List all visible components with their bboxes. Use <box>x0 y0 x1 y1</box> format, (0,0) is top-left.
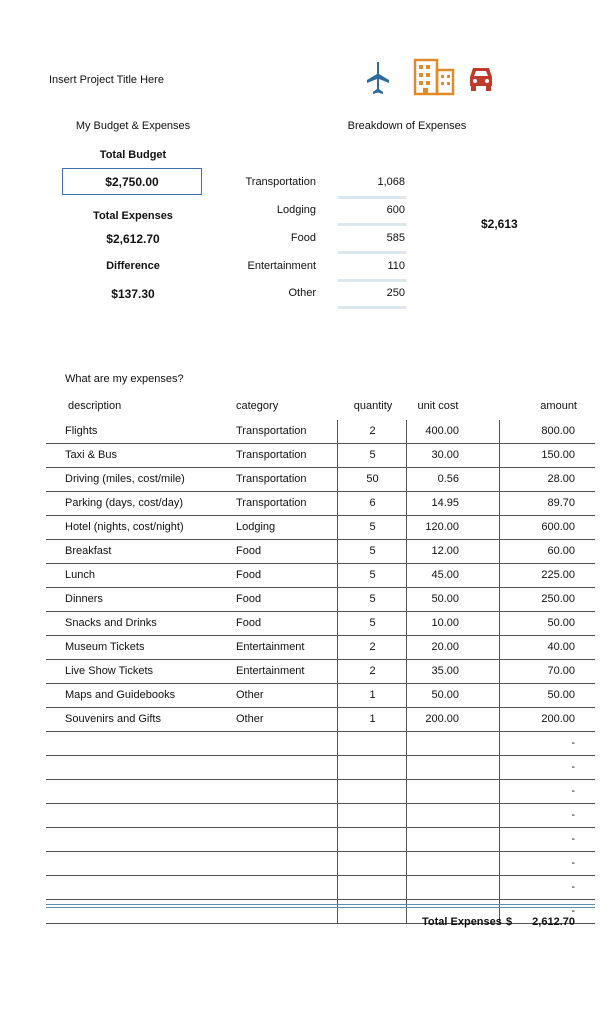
row-quantity[interactable]: 6 <box>337 492 407 515</box>
table-row <box>46 588 595 612</box>
row-amount[interactable]: - <box>499 756 595 779</box>
total-expenses-value: $2,612.70 <box>106 232 160 246</box>
row-unit-cost[interactable]: 120.00 <box>406 516 499 539</box>
row-quantity[interactable]: 1 <box>337 708 407 731</box>
row-amount[interactable]: - <box>499 780 595 803</box>
row-amount[interactable]: 600.00 <box>499 516 595 539</box>
row-category[interactable]: Food <box>236 569 262 581</box>
car-icon <box>468 64 494 94</box>
row-description[interactable]: Museum Tickets <box>65 641 145 653</box>
breakdown-heading: Breakdown of Expenses <box>347 120 467 132</box>
table-row <box>46 636 595 660</box>
table-row <box>46 444 595 468</box>
row-description[interactable]: Souvenirs and Gifts <box>65 713 161 725</box>
col-header-description: description <box>68 400 122 412</box>
row-amount[interactable]: 28.00 <box>499 468 595 491</box>
row-description[interactable]: Dinners <box>65 593 103 605</box>
row-unit-cost[interactable]: 50.00 <box>406 588 499 611</box>
row-unit-cost[interactable]: 10.00 <box>406 612 499 635</box>
row-description[interactable]: Hotel (nights, cost/night) <box>65 521 184 533</box>
row-description[interactable]: Driving (miles, cost/mile) <box>65 473 185 485</box>
col-header-unit-cost: unit cost <box>417 400 459 412</box>
table-row <box>46 804 595 828</box>
row-quantity[interactable]: 5 <box>337 612 407 635</box>
breakdown-label: Lodging <box>276 204 316 216</box>
row-category[interactable]: Transportation <box>236 497 307 509</box>
breakdown-divider <box>338 251 406 254</box>
row-category[interactable]: Transportation <box>236 449 307 461</box>
table-row <box>46 468 595 492</box>
row-unit-cost[interactable] <box>406 804 499 827</box>
row-category[interactable]: Transportation <box>236 473 307 485</box>
footer-total-value: 2,612.70 <box>532 916 575 928</box>
project-title[interactable]: Insert Project Title Here <box>49 74 164 86</box>
building-icon <box>413 58 455 96</box>
row-amount[interactable]: 800.00 <box>499 420 595 443</box>
table-row <box>46 732 595 756</box>
breakdown-divider <box>338 306 406 309</box>
row-description[interactable]: Live Show Tickets <box>65 665 154 677</box>
table-row <box>46 492 595 516</box>
row-amount[interactable]: - <box>499 828 595 851</box>
total-expenses-label: Total Expenses <box>93 210 173 222</box>
difference-label: Difference <box>106 260 160 272</box>
row-amount[interactable]: 40.00 <box>499 636 595 659</box>
row-quantity[interactable]: 2 <box>337 420 407 443</box>
row-unit-cost[interactable]: 30.00 <box>406 444 499 467</box>
expenses-table <box>46 420 595 924</box>
table-row <box>46 684 595 708</box>
row-quantity[interactable] <box>337 852 407 875</box>
row-amount[interactable]: - <box>499 900 595 923</box>
row-unit-cost[interactable]: 0.56 <box>406 468 499 491</box>
breakdown-label: Entertainment <box>247 260 316 272</box>
difference-value: $137.30 <box>111 287 155 301</box>
row-quantity[interactable]: 2 <box>337 660 407 683</box>
row-quantity[interactable]: 5 <box>337 564 407 587</box>
table-row <box>46 516 595 540</box>
row-unit-cost[interactable] <box>406 756 499 779</box>
breakdown-label: Food <box>290 232 316 244</box>
row-amount[interactable]: 50.00 <box>499 684 595 707</box>
row-quantity[interactable] <box>337 780 407 803</box>
expenses-heading: What are my expenses? <box>65 373 184 385</box>
budget-heading: My Budget & Expenses <box>75 120 191 132</box>
breakdown-label: Other <box>288 287 316 299</box>
row-amount[interactable]: - <box>499 732 595 755</box>
row-unit-cost[interactable]: 20.00 <box>406 636 499 659</box>
table-bottom-border <box>46 904 595 908</box>
col-header-amount: amount <box>540 400 577 412</box>
row-amount[interactable]: 89.70 <box>499 492 595 515</box>
table-row <box>46 612 595 636</box>
row-amount[interactable]: - <box>499 804 595 827</box>
row-quantity[interactable] <box>337 828 407 851</box>
row-description[interactable]: Lunch <box>65 569 95 581</box>
row-description[interactable]: Snacks and Drinks <box>65 617 157 629</box>
row-unit-cost[interactable] <box>406 876 499 899</box>
table-row <box>46 540 595 564</box>
breakdown-divider <box>338 279 406 282</box>
row-amount[interactable]: 50.00 <box>499 612 595 635</box>
row-quantity[interactable]: 5 <box>337 444 407 467</box>
row-category[interactable]: Food <box>236 545 262 557</box>
row-description[interactable]: Breakfast <box>65 545 112 557</box>
row-unit-cost[interactable]: 400.00 <box>406 420 499 443</box>
row-unit-cost[interactable]: 50.00 <box>406 684 499 707</box>
breakdown-divider <box>338 223 406 226</box>
table-row <box>46 852 595 876</box>
row-quantity[interactable] <box>337 804 407 827</box>
total-budget-label: Total Budget <box>99 149 167 161</box>
row-quantity[interactable]: 1 <box>337 684 407 707</box>
row-unit-cost[interactable]: 12.00 <box>406 540 499 563</box>
row-category[interactable]: Food <box>236 617 262 629</box>
row-quantity[interactable] <box>337 732 407 755</box>
table-row <box>46 708 595 732</box>
row-quantity[interactable]: 5 <box>337 540 407 563</box>
breakdown-total: $2,613 <box>481 217 518 231</box>
breakdown-value: 250 <box>386 287 405 299</box>
row-amount[interactable]: 250.00 <box>499 588 595 611</box>
row-unit-cost[interactable]: 14.95 <box>406 492 499 515</box>
table-row <box>46 876 595 900</box>
row-category[interactable]: Lodging <box>236 521 276 533</box>
row-quantity[interactable]: 5 <box>337 516 407 539</box>
row-description[interactable]: Maps and Guidebooks <box>65 689 176 701</box>
table-row <box>46 780 595 804</box>
row-category[interactable]: Entertainment <box>236 665 305 677</box>
row-quantity[interactable]: 50 <box>337 468 407 491</box>
row-quantity[interactable] <box>337 876 407 899</box>
row-unit-cost[interactable] <box>406 852 499 875</box>
row-quantity[interactable]: 5 <box>337 588 407 611</box>
row-unit-cost[interactable] <box>406 828 499 851</box>
col-header-category: category <box>236 400 279 412</box>
total-budget-input[interactable]: $2,750.00 <box>62 168 202 195</box>
col-header-quantity: quantity <box>353 400 393 412</box>
breakdown-divider <box>338 196 406 199</box>
row-amount[interactable]: 200.00 <box>499 708 595 731</box>
row-category[interactable]: Entertainment <box>236 641 305 653</box>
breakdown-value: 110 <box>387 260 405 272</box>
table-row <box>46 660 595 684</box>
breakdown-value: 1,068 <box>377 176 405 188</box>
row-category[interactable]: Other <box>236 689 264 701</box>
row-category[interactable]: Other <box>236 713 264 725</box>
breakdown-value: 585 <box>386 232 405 244</box>
row-unit-cost[interactable]: 45.00 <box>406 564 499 587</box>
row-amount[interactable]: 70.00 <box>499 660 595 683</box>
row-description[interactable]: Taxi & Bus <box>65 449 117 461</box>
row-amount[interactable]: - <box>499 852 595 875</box>
table-row <box>46 756 595 780</box>
row-quantity[interactable]: 2 <box>337 636 407 659</box>
row-category[interactable]: Transportation <box>236 425 307 437</box>
row-unit-cost[interactable]: 35.00 <box>406 660 499 683</box>
table-row <box>46 420 595 444</box>
footer-total-label: Total Expenses <box>422 916 502 928</box>
row-category[interactable]: Food <box>236 593 262 605</box>
row-amount[interactable]: 60.00 <box>499 540 595 563</box>
row-quantity[interactable] <box>337 756 407 779</box>
row-amount[interactable]: 150.00 <box>499 444 595 467</box>
row-description[interactable]: Flights <box>65 425 98 437</box>
table-row <box>46 564 595 588</box>
breakdown-value: 600 <box>386 204 405 216</box>
row-description[interactable]: Parking (days, cost/day) <box>65 497 183 509</box>
row-amount[interactable]: 225.00 <box>499 564 595 587</box>
table-row <box>46 828 595 852</box>
row-amount[interactable]: - <box>499 876 595 899</box>
breakdown-label: Transportation <box>245 176 316 188</box>
row-unit-cost[interactable] <box>406 732 499 755</box>
row-unit-cost[interactable] <box>406 780 499 803</box>
row-unit-cost[interactable]: 200.00 <box>406 708 499 731</box>
airplane-icon <box>366 62 390 96</box>
footer-currency: $ <box>506 916 513 928</box>
